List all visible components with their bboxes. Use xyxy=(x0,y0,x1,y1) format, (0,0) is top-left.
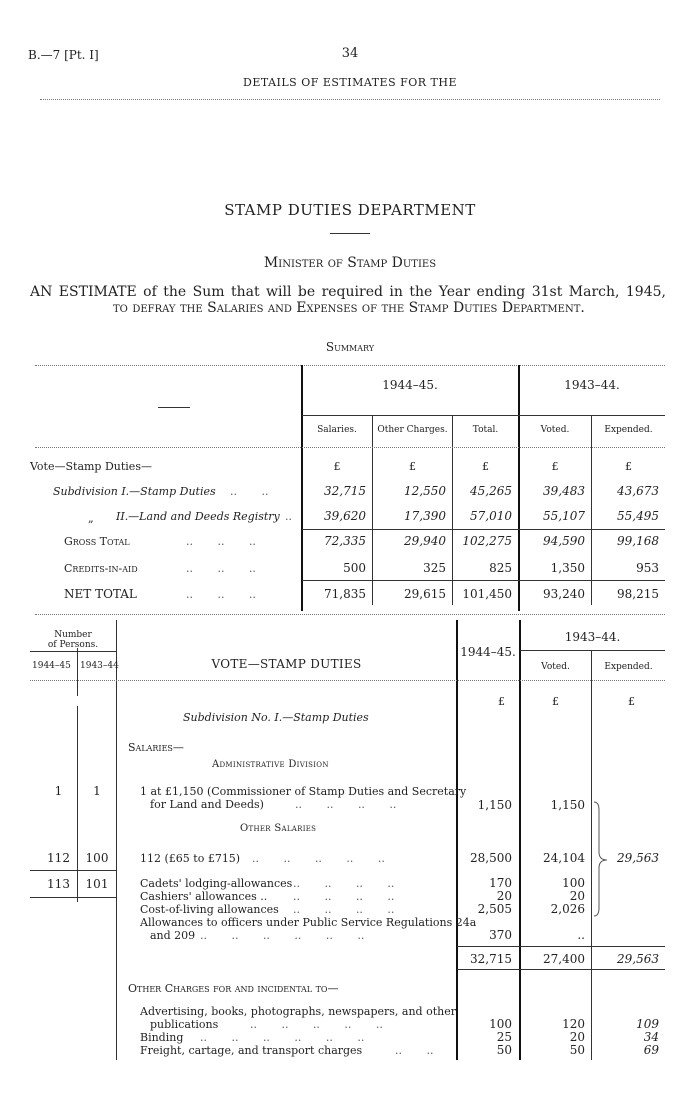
persons-1944: 1 xyxy=(54,784,63,798)
amount-voted: 100 xyxy=(562,876,585,890)
amount-1944: 25 xyxy=(496,1030,512,1044)
leader-dots: .. .. .. xyxy=(186,535,256,548)
persons-col-1943: 1943–44 xyxy=(80,661,119,671)
summary-voted: 39,483 xyxy=(543,484,585,498)
leader-dots: .. .. xyxy=(395,1044,434,1057)
summary-salaries: 500 xyxy=(343,561,366,575)
commissioner-line: 1 at £1,150 (Commissioner of Stamp Duties and Secretary xyxy=(140,785,467,798)
detail-col-1944: 1944–45. xyxy=(460,645,516,659)
salary-total-expended: 29,563 xyxy=(617,952,659,966)
summary-col-1944: 1944–45. xyxy=(382,378,438,392)
summary-expended: 98,215 xyxy=(617,587,659,601)
summary-other: 12,550 xyxy=(404,484,446,498)
amount-voted: 20 xyxy=(569,889,585,903)
leader-dots: .. .. .. .. .. xyxy=(252,852,385,865)
allowance-label: Cashiers' allowances .. xyxy=(140,890,268,903)
page-reference: B.—7 [Pt. I] xyxy=(28,48,99,62)
summary-col-expended: Expended. xyxy=(604,425,653,435)
summary-total: 57,010 xyxy=(470,509,512,523)
persons-label: Number xyxy=(54,630,92,640)
summary-col-1943: 1943–44. xyxy=(564,378,620,392)
amount-voted: 20 xyxy=(569,1030,585,1044)
salaries-heading: Salaries— xyxy=(128,741,184,754)
summary-other: 29,615 xyxy=(404,587,446,601)
detail-col-expended: Expended. xyxy=(604,662,653,672)
amount-1944: 170 xyxy=(489,876,512,890)
currency-symbol: £ xyxy=(409,460,416,473)
summary-other: 29,940 xyxy=(404,534,446,548)
charge-line: Advertising, books, photographs, newspapers, and other xyxy=(140,1005,456,1018)
amount-voted: 1,150 xyxy=(550,798,585,812)
persons-col-1944: 1944–45 xyxy=(32,661,71,671)
header-rule xyxy=(40,99,660,100)
leader-dots: .. .. .. xyxy=(186,562,256,575)
allowance-label: Cost-of-living allowances xyxy=(140,903,279,916)
summary-voted: 93,240 xyxy=(543,587,585,601)
summary-total: 825 xyxy=(489,561,512,575)
allowance-label: Cadets' lodging-allowances xyxy=(140,877,293,890)
amount-1944: 370 xyxy=(489,928,512,942)
summary-row-label: Subdivision I.—Stamp Duties xyxy=(53,485,216,498)
summary-voted: 94,590 xyxy=(543,534,585,548)
psr-line: and 209 xyxy=(150,929,196,942)
summary-salaries: 39,620 xyxy=(324,509,366,523)
title-rule xyxy=(330,233,370,234)
amount-expended: 29,563 xyxy=(617,851,659,865)
amount-1944: 100 xyxy=(489,1017,512,1031)
detail-subhead-rule xyxy=(520,650,665,651)
summary-salaries: 71,835 xyxy=(324,587,366,601)
currency-symbol: £ xyxy=(482,460,489,473)
leader-dots: .. .. .. .. xyxy=(293,903,395,916)
summary-row-label: II.—Land and Deeds Registry xyxy=(116,510,280,523)
subdivision-heading: Subdivision No. I.—Stamp Duties xyxy=(183,711,369,724)
summary-head-rule xyxy=(35,447,665,448)
vote-title: VOTE—STAMP DUTIES xyxy=(211,657,362,671)
summary-other: 17,390 xyxy=(404,509,446,523)
estimate-line-1: AN ESTIMATE of the Sum that will be required in the Year ending 31st March, 1945, xyxy=(30,284,666,300)
summary-other: 325 xyxy=(423,561,446,575)
department-title: STAMP DUTIES DEPARTMENT xyxy=(224,201,476,219)
amount-1944: 1,150 xyxy=(477,798,512,812)
amount-expended: 69 xyxy=(643,1043,659,1057)
detail-divider xyxy=(519,620,521,1060)
leader-dots: .. .. .. .. .. xyxy=(250,1018,383,1031)
leader-dots: .. .. .. .. .. .. xyxy=(200,929,365,942)
persons-total-1944: 113 xyxy=(47,877,70,891)
other-charges-heading: Other Charges for and incidental to— xyxy=(128,982,339,995)
amount-1944: 50 xyxy=(496,1043,512,1057)
summary-expended: 55,495 xyxy=(617,509,659,523)
summary-col-total: Total. xyxy=(472,425,499,435)
leader-dots: .. xyxy=(285,510,292,523)
currency-symbol: £ xyxy=(625,460,632,473)
amount-1944: 28,500 xyxy=(470,851,512,865)
currency-symbol: £ xyxy=(552,695,559,708)
currency-symbol: £ xyxy=(333,460,341,473)
summary-expended: 953 xyxy=(636,561,659,575)
persons-1944: 112 xyxy=(47,851,70,865)
detail-divider xyxy=(456,620,458,1060)
other-salaries-heading: Other Salaries xyxy=(240,823,317,834)
summary-heading: Summary xyxy=(325,340,375,354)
admin-division-heading: Administrative Division xyxy=(212,759,329,770)
detail-col-voted: Voted. xyxy=(541,662,570,672)
vote-label: Vote—Stamp Duties— xyxy=(30,460,152,473)
salaries-112-label: 112 (£65 to £715) xyxy=(140,852,241,865)
persons-col-line xyxy=(77,706,78,902)
running-title: DETAILS OF ESTIMATES FOR THE xyxy=(243,76,457,89)
currency-symbol: £ xyxy=(551,460,559,473)
amount-voted: 50 xyxy=(569,1043,585,1057)
summary-col-voted: Voted. xyxy=(540,425,570,435)
persons-1943: 100 xyxy=(85,851,109,865)
leader-dots: .. .. .. xyxy=(186,588,256,601)
persons-total-rule xyxy=(30,870,116,871)
summary-voted: 1,350 xyxy=(550,561,585,575)
leader-dots: .. .. .. .. .. .. xyxy=(200,1031,365,1044)
charge-line: Binding xyxy=(140,1031,184,1044)
salary-total-voted: 27,400 xyxy=(543,952,585,966)
credits-label: Credits-in-aid xyxy=(64,562,138,575)
summary-voted: 55,107 xyxy=(543,509,585,523)
persons-label: of Persons. xyxy=(47,640,99,650)
salary-total-rule xyxy=(457,969,665,970)
summary-total: 102,275 xyxy=(462,534,512,548)
detail-head-rule xyxy=(30,680,665,681)
brace-bracket xyxy=(588,800,612,920)
commissioner-line: for Land and Deeds) xyxy=(150,798,264,811)
gross-total-label: Gross Total xyxy=(64,535,130,548)
estimate-line-2: to defray the Salaries and Expenses of the Stamp Duties Department. xyxy=(113,300,585,316)
summary-expended: 99,168 xyxy=(617,534,659,548)
persons-rule xyxy=(30,651,116,652)
summary-subhead-rule xyxy=(302,415,665,416)
amount-voted: 24,104 xyxy=(543,851,585,865)
persons-1943: 1 xyxy=(93,784,101,798)
leader-dots: .. .. .. .. xyxy=(295,798,397,811)
subtotal-rule xyxy=(302,529,665,530)
net-total-label: NET TOTAL xyxy=(64,587,137,601)
charge-line: Freight, cartage, and transport charges xyxy=(140,1044,363,1057)
amount-voted: 2,026 xyxy=(550,902,585,916)
amount-expended: 109 xyxy=(636,1017,659,1031)
summary-total: 101,450 xyxy=(462,587,512,601)
currency-symbol: £ xyxy=(628,695,635,708)
currency-symbol: £ xyxy=(498,695,505,708)
persons-total-rule xyxy=(30,897,116,898)
summary-bottom-rule xyxy=(35,614,665,615)
summary-salaries: 32,715 xyxy=(324,484,366,498)
summary-col-salaries: Salaries. xyxy=(317,425,357,435)
summary-top-rule xyxy=(35,365,665,366)
ditto-mark: „ xyxy=(88,512,94,525)
minister-heading: Minister of Stamp Duties xyxy=(263,255,437,271)
leader-dots: .. .. .. .. xyxy=(293,877,395,890)
summary-col-other: Other Charges. xyxy=(377,425,448,435)
amount-1944: 20 xyxy=(496,889,512,903)
persons-total-1943: 101 xyxy=(85,877,109,891)
salary-total-rule xyxy=(457,946,665,947)
persons-col-line xyxy=(77,648,78,696)
page-number: 34 xyxy=(341,46,359,61)
stub-dash xyxy=(158,407,190,408)
salary-total-1944: 32,715 xyxy=(470,952,512,966)
leader-dots: .. .. .. .. xyxy=(293,890,395,903)
psr-line: Allowances to officers under Public Service Regulations 24a xyxy=(140,916,477,929)
net-rule xyxy=(302,580,665,581)
detail-col-line xyxy=(116,620,117,1060)
leader-dots: .. .. xyxy=(230,485,269,498)
summary-total: 45,265 xyxy=(470,484,512,498)
summary-expended: 43,673 xyxy=(617,484,659,498)
amount-expended: 34 xyxy=(643,1030,659,1044)
amount-1944: 2,505 xyxy=(477,902,512,916)
summary-salaries: 72,335 xyxy=(324,534,366,548)
amount-voted: .. xyxy=(577,928,585,942)
charge-line: publications xyxy=(150,1018,219,1031)
amount-voted: 120 xyxy=(562,1017,585,1031)
detail-col-1943: 1943–44. xyxy=(564,630,621,644)
